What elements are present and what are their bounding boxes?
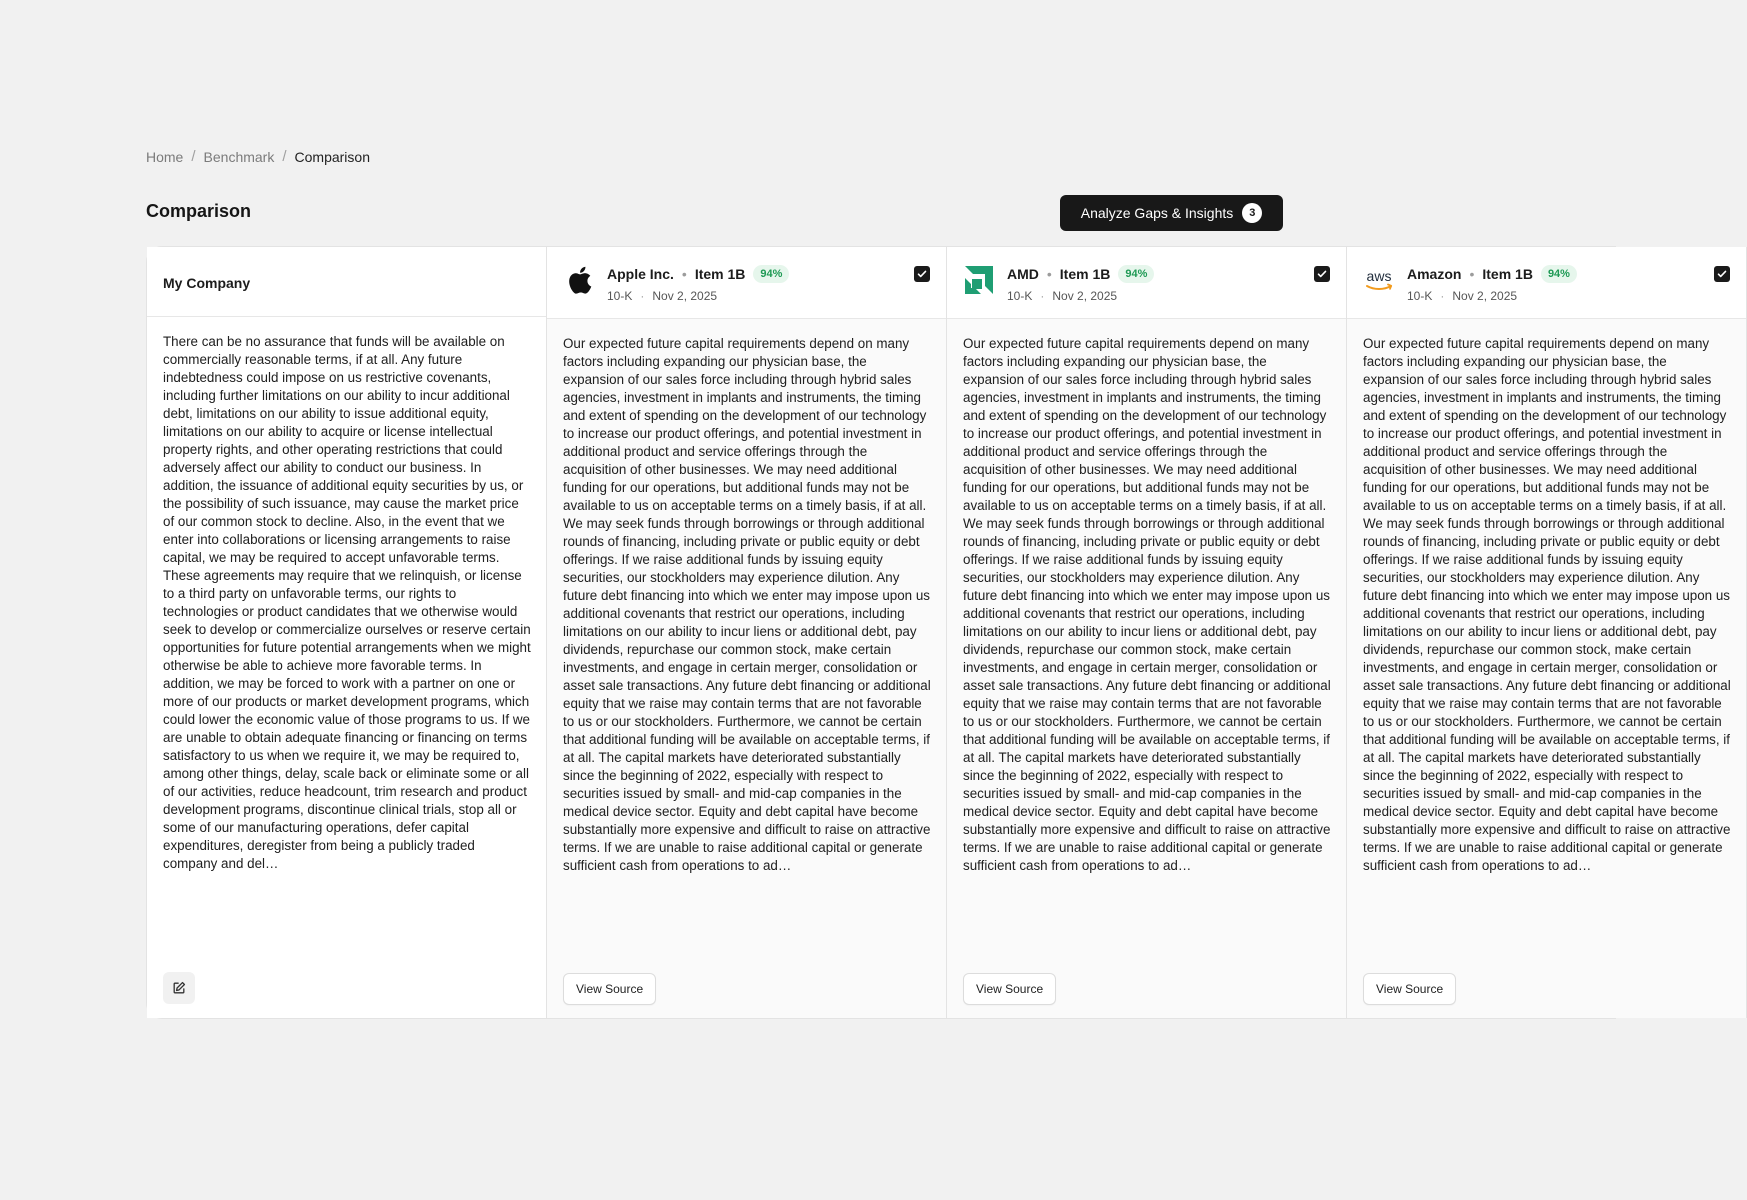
company-line xyxy=(607,265,789,283)
checkbox-checked-icon xyxy=(917,269,927,279)
my-company-text: There can be no assurance that funds will be available on commercially reasonable terms, if at all. Any future indebtedness could impose on us restrictive covenants, including further limitations on our ability to incur additional debt, limitations on our ability to issue additional equity, limitations on our ability to acquire or license intellectual property rights, and other operating restrictions that could adversely affect our ability to conduct our business. In addition, the issuance of additional equity securities by us, or the possibility of such issuance, may cause the market price of our common stock to decline. Also, in the event that we enter into collaborations or licensing arrangements to raise capital, we may be required to accept unfavorable terms. These agreements may require that we relinquish, or license to a third party on unfavorable terms, our rights to technologies or product candidates that we otherwise would seek to develop or commercialize ourselves or reserve certain opportunities for future potential arrangements when we might otherwise be able to achieve more favorable terms. In addition, we may be forced to work with a partner on one or more of our products or market development programs, which could lower the economic value of those programs to us. If we are unable to obtain adequate financing or financing on terms satisfactory to us when we require it, we may be required to, among other things, delay, scale back or eliminate some or all of our activities, reduce headcount, trim research and product development programs, discontinue clinical trials, stop all or some of our manufacturing operations, defer capital expenditures, deregister from being a publicly traded company and del… xyxy=(163,334,531,871)
aws-logo-icon xyxy=(1363,264,1395,296)
apple-logo-icon xyxy=(563,264,595,296)
competitor-column-amd xyxy=(947,247,1347,1018)
form-type: 10-K xyxy=(1407,289,1433,303)
breadcrumb-current: Comparison xyxy=(294,148,370,165)
breadcrumb-home[interactable]: Home xyxy=(146,148,184,165)
match-score-badge: 94% xyxy=(1118,265,1154,283)
company-name: Apple Inc. xyxy=(607,266,674,282)
column-header xyxy=(1347,247,1746,319)
competitor-column-apple xyxy=(547,247,947,1018)
competitor-text: Our expected future capital requirements depend on many factors including expanding our physician base, the expansion of our sales force including through hybrid sales agencies, investment in implants and instruments, the timing and extent of spending on the development of our technology to increase our product offerings, and potential investment in additional product and service offerings through the acquisition of other businesses. We may need additional funding for our operations, but additional funds may not be available to us on acceptable terms on a timely basis, if at all. We may seek funds through borrowings or through additional rounds of financing, including private or public equity or debt offerings. If we raise additional funds by issuing equity securities, our stockholders may experience dilution. Any future debt financing into which we enter may impose upon us additional covenants that restrict our operations, including limitations on our ability to incur liens or additional debt, pay dividends, repurchase our common stock, make certain investments, and engage in certain merger, consolidation or asset sale transactions. Any future debt financing or additional equity that we raise may contain terms that are not favorable to us or our stockholders. Furthermore, we cannot be certain that additional funding will be available on acceptable terms, if at all. The capital markets have deteriorated substantially since the beginning of 2022, especially with respect to securities issued by small- and mid-cap companies in the medical device sector. Equity and debt capital have become substantially more expensive and difficult to raise on attractive terms. If we are unable to raise additional capital or generate sufficient cash from operations to ad… xyxy=(963,336,1331,873)
filing-date: Nov 2, 2025 xyxy=(1052,289,1118,303)
analyze-gaps-label: Analyze Gaps & Insights xyxy=(1080,205,1234,221)
form-type: 10-K xyxy=(607,289,633,303)
item-label: Item 1B xyxy=(694,266,746,282)
filing-date: Nov 2, 2025 xyxy=(652,289,718,303)
edit-button[interactable] xyxy=(163,972,195,1004)
checkbox-checked-icon xyxy=(1717,269,1727,279)
competitor-text: Our expected future capital requirements depend on many factors including expanding our physician base, the expansion of our sales force including through hybrid sales agencies, investment in implants and instruments, the timing and extent of spending on the development of our technology to increase our product offerings, and potential investment in additional product and service offerings through the acquisition of other businesses. We may need additional funding for our operations, but additional funds may not be available to us on acceptable terms on a timely basis, if at all. We may seek funds through borrowings or through additional rounds of financing, including private or public equity or debt offerings. If we raise additional funds by issuing equity securities, our stockholders may experience dilution. Any future debt financing into which we enter may impose upon us additional covenants that restrict our operations, including limitations on our ability to incur liens or additional debt, pay dividends, repurchase our common stock, make certain investments, and engage in certain merger, consolidation or asset sale transactions. Any future debt financing or additional equity that we raise may contain terms that are not favorable to us or our stockholders. Furthermore, we cannot be certain that additional funding will be available on acceptable terms, if at all. The capital markets have deteriorated substantially since the beginning of 2022, especially with respect to securities issued by small- and mid-cap companies in the medical device sector. Equity and debt capital have become substantially more expensive and difficult to raise on attractive terms. If we are unable to raise additional capital or generate sufficient cash from operations to ad… xyxy=(563,336,931,873)
my-company-column xyxy=(147,247,547,1018)
column-header xyxy=(947,247,1346,319)
dot-separator: • xyxy=(681,266,687,282)
match-score-badge: 94% xyxy=(753,265,789,283)
checkbox-checked-icon xyxy=(1317,269,1327,279)
dot-separator: · xyxy=(1040,289,1045,303)
dot-separator: · xyxy=(1440,289,1445,303)
company-name: AMD xyxy=(1007,266,1039,282)
view-source-button[interactable]: View Source xyxy=(563,973,656,1005)
column-header xyxy=(547,247,946,319)
company-line xyxy=(1007,265,1154,283)
breadcrumb-separator: / xyxy=(191,148,196,165)
filing-meta xyxy=(607,289,717,303)
select-checkbox[interactable] xyxy=(1714,266,1730,282)
competitor-text: Our expected future capital requirements depend on many factors including expanding our physician base, the expansion of our sales force including through hybrid sales agencies, investment in implants and instruments, the timing and extent of spending on the development of our technology to increase our product offerings, and potential investment in additional product and service offerings through the acquisition of other businesses. We may need additional funding for our operations, but additional funds may not be available to us on acceptable terms on a timely basis, if at all. We may seek funds through borrowings or through additional rounds of financing, including private or public equity or debt offerings. If we raise additional funds by issuing equity securities, our stockholders may experience dilution. Any future debt financing into which we enter may impose upon us additional covenants that restrict our operations, including limitations on our ability to incur liens or additional debt, pay dividends, repurchase our common stock, make certain investments, and engage in certain merger, consolidation or asset sale transactions. Any future debt financing or additional equity that we raise may contain terms that are not favorable to us or our stockholders. Furthermore, we cannot be certain that additional funding will be available on acceptable terms, if at all. The capital markets have deteriorated substantially since the beginning of 2022, especially with respect to securities issued by small- and mid-cap companies in the medical device sector. Equity and debt capital have become substantially more expensive and difficult to raise on attractive terms. If we are unable to raise additional capital or generate sufficient cash from operations to ad… xyxy=(1363,336,1731,873)
filing-meta xyxy=(1407,289,1517,303)
select-checkbox[interactable] xyxy=(1314,266,1330,282)
page-title: Comparison xyxy=(146,201,252,221)
filing-meta xyxy=(1007,289,1117,303)
view-source-button[interactable]: View Source xyxy=(963,973,1056,1005)
amd-logo-icon xyxy=(963,264,995,296)
analyze-gaps-button[interactable] xyxy=(1060,195,1283,231)
dot-separator: • xyxy=(1046,266,1052,282)
my-company-title: My Company xyxy=(163,275,251,291)
filing-date: Nov 2, 2025 xyxy=(1452,289,1518,303)
company-line xyxy=(1407,265,1577,283)
aws-logo-text: aws xyxy=(1366,268,1392,284)
view-source-button[interactable]: View Source xyxy=(1363,973,1456,1005)
edit-icon xyxy=(172,981,186,995)
comparison-board xyxy=(146,246,1731,1019)
select-checkbox[interactable] xyxy=(914,266,930,282)
company-name: Amazon xyxy=(1407,266,1462,282)
breadcrumb-benchmark[interactable]: Benchmark xyxy=(203,148,275,165)
analyze-count-badge: 3 xyxy=(1242,203,1262,223)
match-score-badge: 94% xyxy=(1541,265,1577,283)
breadcrumb xyxy=(146,148,370,165)
item-label: Item 1B xyxy=(1059,266,1111,282)
competitor-column-amazon xyxy=(1347,247,1747,1018)
dot-separator: • xyxy=(1469,266,1475,282)
dot-separator: · xyxy=(640,289,645,303)
breadcrumb-separator: / xyxy=(282,148,287,165)
item-label: Item 1B xyxy=(1482,266,1533,282)
form-type: 10-K xyxy=(1007,289,1033,303)
column-header xyxy=(147,247,546,317)
